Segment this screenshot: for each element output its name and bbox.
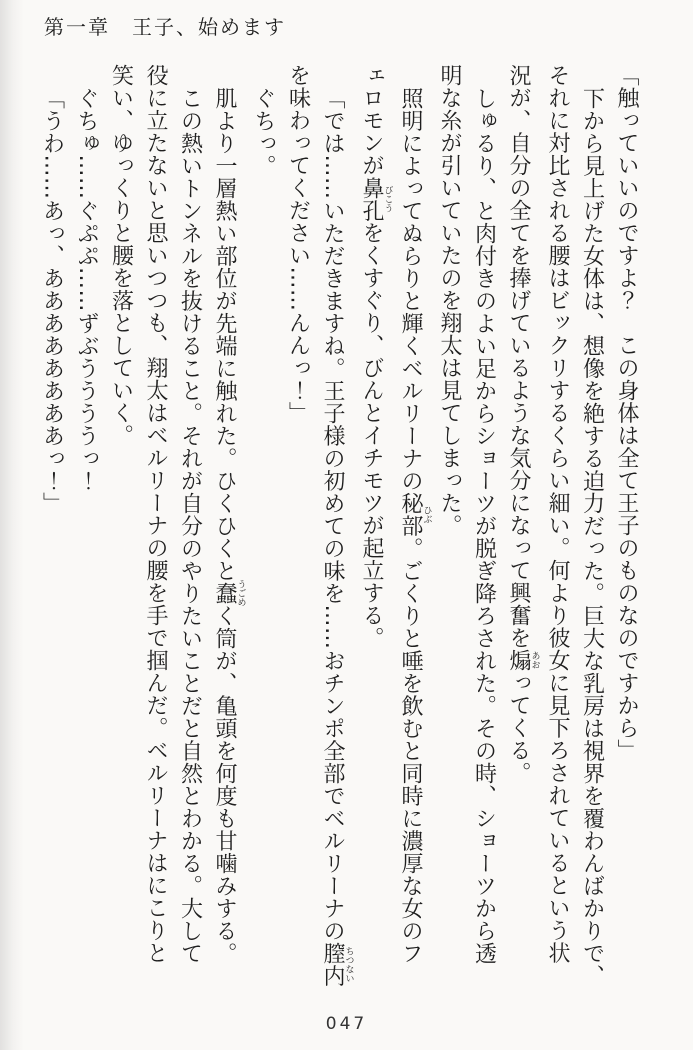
- text-column: この熱いトンネルを抜けること。それが自分のやりたいことだと自然とわかる。大して: [177, 87, 203, 965]
- furigana-reading: うごめ: [235, 579, 246, 607]
- body-text: [34, 64, 643, 989]
- page-edge-shadow: [0, 0, 24, 1050]
- furigana-term: 秘部ひぶ: [398, 492, 432, 537]
- furigana-term: 煽あお: [506, 649, 540, 672]
- text-column: 肌より一層熱い部位が先端に触れた。ひくひくと蠢うごめく筒が、亀頭を何度も甘噛みする。: [212, 87, 246, 965]
- page-number: 047: [325, 1014, 368, 1034]
- text-column: 明な糸が引いていたのを翔太は見てしまった。: [437, 64, 462, 537]
- text-column: しゅるり、と肉付きのよい足からショーツが脱ぎ降ろされた。その時、ショーツから透: [471, 87, 497, 965]
- furigana-reading: ひぶ: [421, 492, 432, 537]
- text-column: 「触っていいのですよ？ この身体は全て王子のものなのですから」: [614, 64, 639, 762]
- text-column: 「では……いただきますね。王子様の初めての味を……おチンポ全部でベルリーナの膣内ちつない: [320, 87, 354, 987]
- text-column: ぐちっ。: [251, 87, 276, 177]
- text-column: 下から見上げた女体は、想像を絶する迫力だった。巨大な乳房は視界を覆わんばかりで、: [579, 87, 605, 987]
- text-column: 「うわ……あっ、ああああああああっ！」: [39, 87, 65, 515]
- furigana-reading: あお: [529, 649, 540, 672]
- furigana-reading: びこう: [382, 176, 393, 222]
- furigana-term: 蠢うごめ: [212, 579, 246, 607]
- furigana-term: 鼻孔びこう: [359, 176, 393, 222]
- text-column: 照明によってぬらりと輝くベルリーナの秘部ひぶ。ごくりと唾を飲むと同時に濃厚な女のフ: [398, 87, 432, 965]
- text-column: ぐちゅ……ぐぷぷ……ずぶううううっ！: [74, 87, 99, 492]
- text-column: 笑い、ゆっくりと腰を落としていく。: [108, 64, 134, 447]
- text-column: を味わってください……んんっ！」: [285, 64, 311, 424]
- text-column: 況が、自分の全てを捧げているような気分になって興奮を煽あおってくる。: [506, 64, 540, 784]
- text-column: ェロモンが鼻孔びこうをくすぐり、びんとイチモツが起立する。: [359, 64, 393, 649]
- text-column: 役に立たないと思いつつも、翔太はベルリーナの腰を手で掴んだ。ベルリーナはにこりと: [143, 64, 168, 964]
- furigana-reading: ちつない: [343, 942, 354, 987]
- text-column: それに対比される腰はビックリするくらい細い。何より彼女に見下ろされているという状: [545, 64, 570, 964]
- furigana-term: 膣内ちつない: [320, 942, 354, 987]
- chapter-header: 第一章 王子、始めます: [44, 15, 286, 39]
